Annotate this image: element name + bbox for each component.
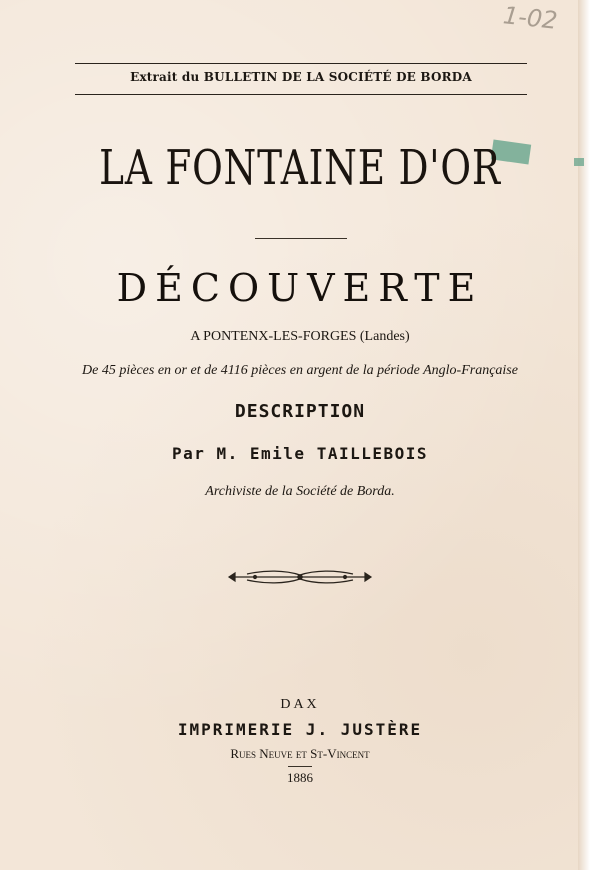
stamp-fragment-icon: [574, 158, 584, 166]
page-title: LA FONTAINE D'OR: [99, 140, 501, 196]
ornament-icon: [225, 566, 375, 588]
publisher-name: IMPRIMERIE J. JUSTÈRE: [177, 720, 423, 739]
author-line: Par M. Emile TAILLEBOIS: [171, 444, 429, 463]
page-edge: [578, 0, 590, 870]
author-role: Archiviste de la Société de Borda.: [205, 484, 395, 499]
publisher-address: Rues Neuve et St-Vincent: [230, 746, 370, 761]
header-bottom-rule: [75, 94, 527, 95]
header-banner: Extrait du BULLETIN DE LA SOCIÉTÉ DE BORDA: [130, 70, 472, 84]
title-divider: [255, 238, 347, 239]
top-rule: [75, 63, 527, 64]
handwritten-note: 1-02: [501, 1, 559, 35]
address-divider: [288, 766, 312, 767]
publisher-city: DAX: [280, 697, 320, 712]
section-heading: DESCRIPTION: [234, 401, 366, 422]
coins-description: De 45 pièces en or et de 4116 pièces en argent de la période Anglo-Française: [82, 363, 518, 378]
location-line: A PONTENX-LES-FORGES (Landes): [190, 329, 410, 344]
subtitle: DÉCOUVERTE: [116, 266, 484, 310]
publication-year: 1886: [287, 770, 313, 785]
